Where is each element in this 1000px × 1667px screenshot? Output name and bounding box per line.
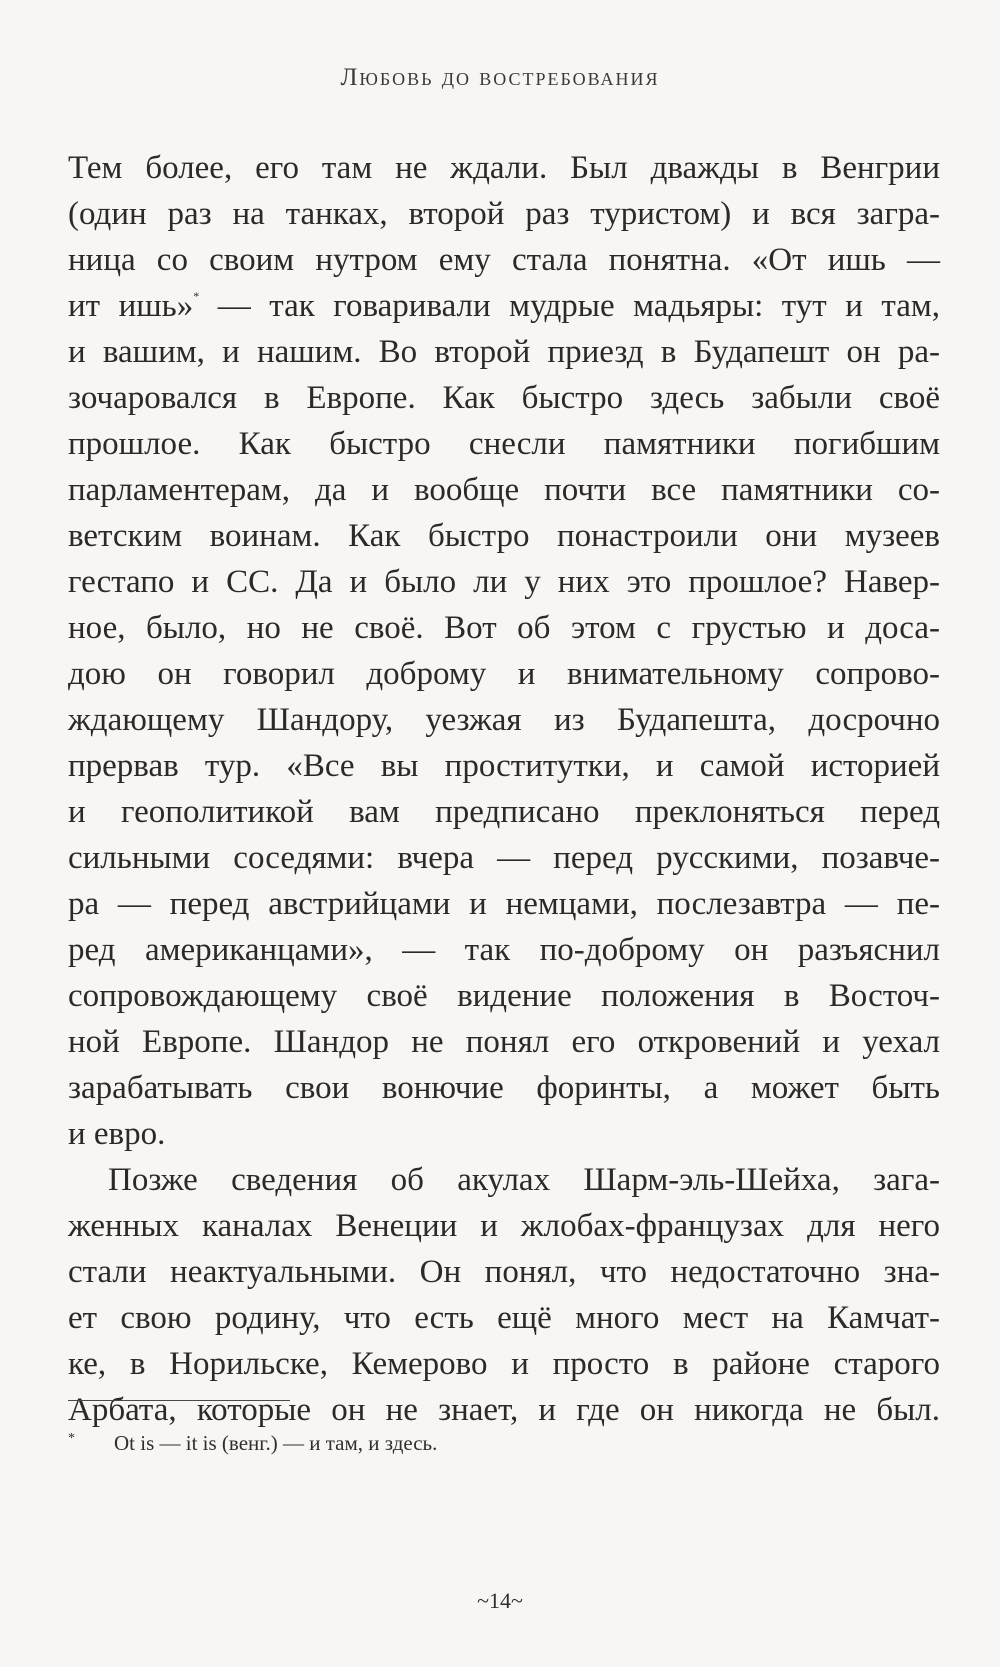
text-line: сопровождающему своё видение положения в Восточ- (68, 978, 940, 1014)
text-line: зарабатывать свои вонючие форинты, а может быть (68, 1070, 940, 1106)
text-line: ет свою родину, что есть ещё много мест на Камчат- (68, 1300, 940, 1336)
text-line: и вашим, и нашим. Во второй приезд в Будапешт он ра- (68, 334, 940, 370)
text-line: ке, в Норильске, Кемерово и просто в районе старого (68, 1346, 940, 1382)
text-line: дою он говорил доброму и внимательному сопрово- (68, 656, 940, 692)
text-line: стали неактуальными. Он понял, что недостаточно зна- (68, 1254, 940, 1290)
text-fragment: — так говаривали мудрые мадьяры: тут и там, (199, 288, 941, 324)
footnote-mark: * (68, 1431, 75, 1446)
footnote-text: Ot is — it is (венг.) — и там, и здесь. (114, 1431, 438, 1455)
text-fragment: ит ишь» (68, 288, 194, 324)
text-line: прервав тур. «Все вы проститутки, и самой историей (68, 748, 940, 784)
text-line: ница со своим нутром ему стала понятна. «От ишь — (68, 242, 940, 278)
footnote (68, 1425, 940, 1457)
text-line: ной Европе. Шандор не понял его откровений и уехал (68, 1024, 940, 1060)
text-line: и евро. (68, 1116, 166, 1152)
text-line: Позже сведения об акулах Шарм-эль-Шейха, зага- (108, 1162, 940, 1198)
text-line: парламентерам, да и вообще почти все памятники со- (68, 472, 940, 508)
text-line: ждающему Шандору, уезжая из Будапешта, досрочно (68, 702, 940, 738)
text-line: гестапо и СС. Да и было ли у них это прошлое? Навер- (68, 564, 940, 600)
footnote-divider (68, 1400, 290, 1401)
text-line: зочаровался в Европе. Как быстро здесь забыли своё (68, 380, 940, 416)
text-line-with-footnote (68, 283, 940, 329)
text-line: ра — перед австрийцами и немцами, послезавтра — пе- (68, 886, 940, 922)
text-line: женных каналах Венеции и жлобах-французах для него (68, 1208, 940, 1244)
text-line: ное, было, но не своё. Вот об этом с грустью и доса- (68, 610, 940, 646)
text-line: и геополитикой вам предписано преклоняться перед (68, 794, 940, 830)
text-line: Тем более, его там не ждали. Был дважды в Венгрии (68, 150, 940, 186)
text-line: прошлое. Как быстро снесли памятники погибшим (68, 426, 940, 462)
text-line: ветским воинам. Как быстро понастроили они музеев (68, 518, 940, 554)
text-line: (один раз на танках, второй раз туристом) и вся загра- (68, 196, 940, 232)
footnote-reference[interactable]: * (193, 289, 200, 303)
body-text (68, 145, 940, 1433)
page-number: ~14~ (477, 1588, 523, 1613)
text-line: ред американцами», — так по-доброму он разъяснил (68, 932, 940, 968)
text-line: сильными соседями: вчера — перед русскими, позавче- (68, 840, 940, 876)
text-line: Арбата, которые он не знает, и где он никогда не был. (68, 1392, 940, 1428)
running-header: Любовь до востребования (340, 64, 660, 91)
